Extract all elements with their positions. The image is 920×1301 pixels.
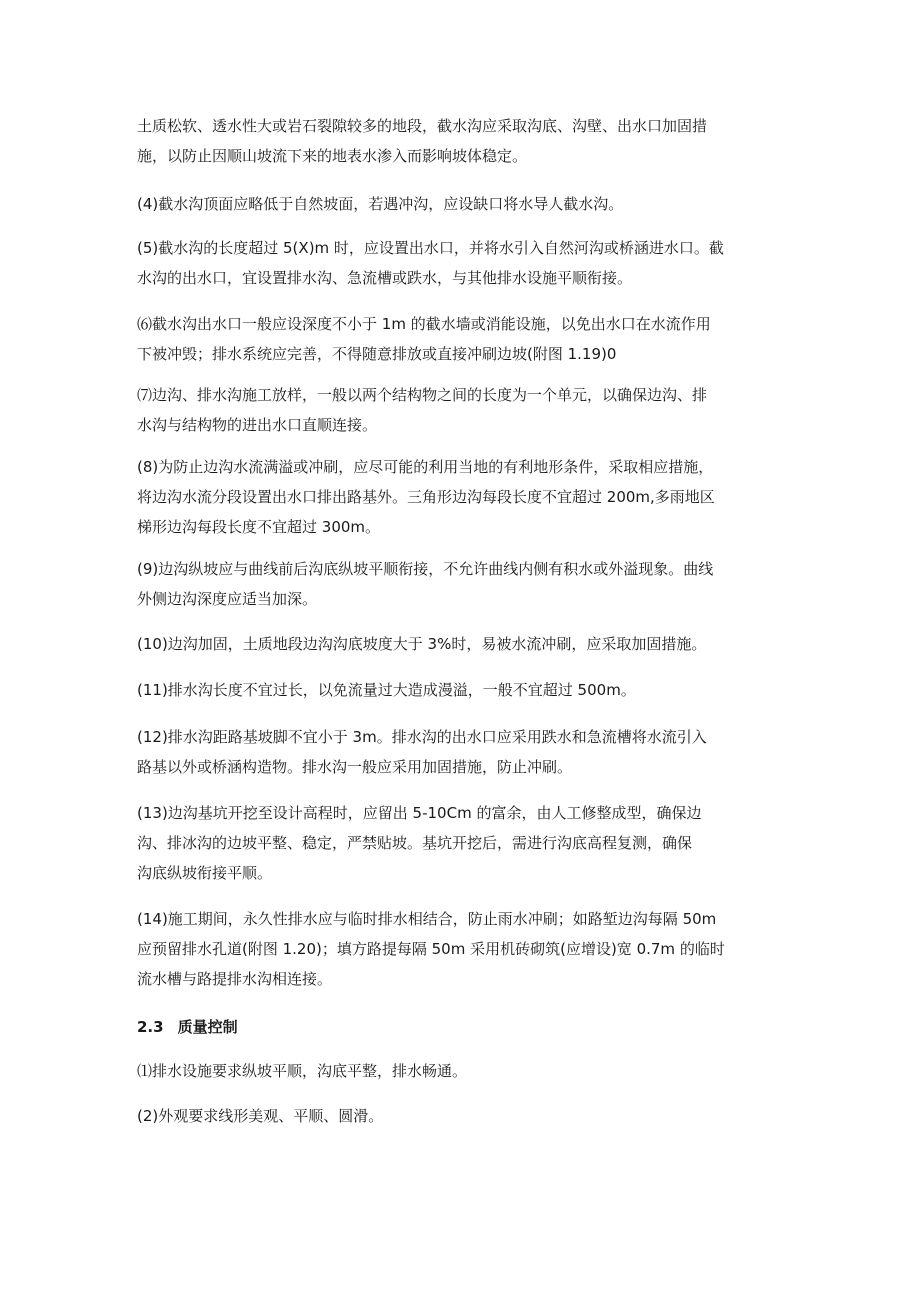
text-line: (13)边沟基坑开挖至设计高程时，应留出 5-10Cm 的富余，由人工修整成型，确保边	[137, 804, 702, 822]
section-heading	[137, 1012, 238, 1042]
text-line: 水沟的出水口，宜设置排水沟、急流槽或跌水，与其他排水设施平顺衔接。	[137, 269, 633, 287]
text-line: 水沟与结构物的进出水口直顺连接。	[137, 416, 378, 434]
text-line: (10)边沟加固，土质地段边沟沟底坡度大于 3%时，易被水流冲刷，应采取加固措施。	[137, 635, 707, 653]
text-line: 土质松软、透水性大或岩石裂隙较多的地段，截水沟应采取沟底、沟壁、出水口加固措	[137, 117, 708, 135]
text-line: 路基以外或桥涵构造物。排水沟一般应采用加固措施，防止冲刷。	[137, 758, 573, 776]
paragraph-item-14	[137, 904, 797, 994]
text-line: 沟底纵坡衔接平顺。	[137, 864, 273, 882]
text-line: (4)截水沟顶面应略低于自然坡面，若遇冲沟，应设缺口将水导人截水沟。	[137, 195, 624, 213]
paragraph-item-9	[137, 554, 797, 614]
paragraph-item-12	[137, 722, 797, 782]
text-line: 流水槽与路提排水沟相连接。	[137, 970, 333, 988]
text-line: (12)排水沟距路基坡脚不宜小于 3m。排水沟的出水口应采用跌水和急流槽将水流引入	[137, 728, 707, 746]
section-title: 质量控制	[177, 1018, 238, 1036]
text-line: (8)为防止边沟水流满溢或冲刷，应尽可能的利用当地的有利地形条件，采取相应措施，	[137, 458, 714, 476]
text-line: (5)截水沟的长度超过 5(X)m 时，应设置出水口，并将水引入自然河沟或桥涵进水口。截	[137, 239, 724, 257]
text-line: ⑹截水沟出水口一般应设深度不小于 1m 的截水墙或消能设施，以免出水口在水流作用	[137, 315, 711, 333]
text-line: 应预留排水孔道(附图 1.20)；填方路提每隔 50m 采用机砖砌筑(应增设)宽 0.7m 的临时	[137, 940, 725, 958]
paragraph-soil-intercept	[137, 111, 797, 171]
text-line: 梯形边沟每段长度不宜超过 300m。	[137, 518, 381, 536]
paragraph-item-5	[137, 233, 797, 293]
paragraph-item-8	[137, 452, 797, 542]
text-line: (2)外观要求线形美观、平顺、圆滑。	[137, 1107, 384, 1125]
section-number: 2.3	[137, 1018, 164, 1036]
text-line: (9)边沟纵坡应与曲线前后沟底纵坡平顺衔接，不允许曲线内侧有积水或外溢现象。曲线	[137, 560, 714, 578]
quality-item-1	[137, 1056, 797, 1086]
text-line: (14)施工期间，永久性排水应与临时排水相结合，防止雨水冲刷；如路堑边沟每隔 50m	[137, 910, 717, 928]
paragraph-item-6	[137, 309, 797, 369]
text-line: (11)排水沟长度不宜过长，以免流量过大造成漫溢，一般不宜超过 500m。	[137, 681, 636, 699]
paragraph-item-7	[137, 380, 797, 440]
text-line: ⑴排水设施要求纵坡平顺，沟底平整，排水畅通。	[137, 1062, 468, 1080]
paragraph-item-13	[137, 798, 797, 888]
paragraph-item-10	[137, 629, 797, 659]
text-line: 施，以防止因顺山坡流下来的地表水渗入而影响坡体稳定。	[137, 147, 528, 165]
text-line: 沟、排冰沟的边坡平整、稳定，严禁贴坡。基坑开挖后，需进行沟底高程复测，确保	[137, 834, 693, 852]
text-line: 下被冲毁；排水系统应完善，不得随意排放或直接冲刷边坡(附图 1.19)0	[137, 345, 617, 363]
text-line: 将边沟水流分段设置出水口排出路基外。三角形边沟每段长度不宜超过 200m,多雨地区	[137, 488, 715, 506]
paragraph-item-11	[137, 675, 797, 705]
text-line: ⑺边沟、排水沟施工放样，一般以两个结构物之间的长度为一个单元，以确保边沟、排	[137, 386, 708, 404]
text-line: 外侧边沟深度应适当加深。	[137, 590, 318, 608]
quality-item-2	[137, 1101, 797, 1131]
paragraph-item-4	[137, 189, 797, 219]
